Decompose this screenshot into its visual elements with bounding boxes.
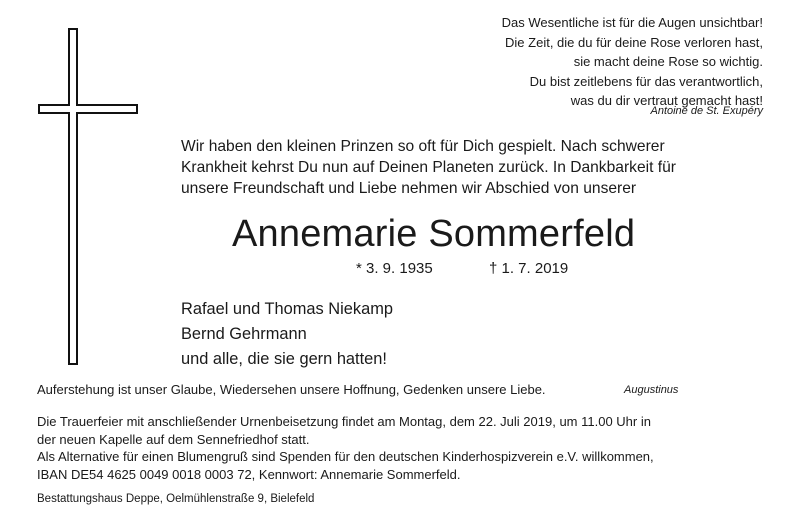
quote-line: Du bist zeitlebens für das verantwortlich,	[529, 73, 763, 89]
birth-date: * 3. 9. 1935	[356, 260, 433, 277]
intro-line: unsere Freundschaft und Liebe nehmen wir Abschied von unserer	[181, 180, 637, 197]
intro-line: Wir haben den kleinen Prinzen so oft für Dich gespielt. Nach schwerer	[181, 138, 665, 155]
details-line: IBAN DE54 4625 0049 0018 0003 72, Kennwort: Annemarie Sommerfeld.	[37, 466, 461, 482]
funeral-details	[37, 413, 777, 483]
details-line: Als Alternative für einen Blumengruß sind Spenden für den deutschen Kinderhospizverein e.V. willkommen,	[37, 449, 654, 464]
details-line: der neuen Kapelle auf dem Sennefriedhof statt.	[37, 431, 310, 447]
intro-line: Krankheit kehrst Du nun auf Deinen Planeten zurück. In Dankbarkeit für	[181, 159, 676, 176]
funeral-home: Bestattungshaus Deppe, Oelmühlenstraße 9, Bielefeld	[37, 493, 315, 505]
poem-quote	[343, 13, 763, 111]
mourners-list	[181, 297, 393, 372]
details-line: Die Trauerfeier mit anschließender Urnenbeisetzung findet am Montag, dem 22. Juli 2019, um 11.00 Uhr in	[37, 414, 651, 429]
deceased-name: Annemarie Sommerfeld	[232, 213, 636, 255]
quote-line: Das Wesentliche ist für die Augen unsichtbar!	[501, 15, 763, 30]
intro-text	[181, 136, 761, 199]
quote-line: Die Zeit, die du für deine Rose verloren hast,	[505, 34, 763, 50]
saying-author: Augustinus	[624, 384, 679, 396]
saying-text: Auferstehung ist unser Glaube, Wiedersehen unsere Hoffnung, Gedenken unsere Liebe.	[37, 382, 546, 397]
death-date: † 1. 7. 2019	[489, 260, 569, 277]
quote-line: was du dir vertraut gemacht hast!	[570, 93, 763, 108]
quote-author: Antoine de St. Exupéry	[650, 105, 763, 117]
mourner-line: Rafael und Thomas Niekamp	[181, 300, 393, 318]
mourner-line: und alle, die sie gern hatten!	[181, 350, 387, 368]
quote-line: sie macht deine Rose so wichtig.	[573, 54, 763, 69]
mourner-line: Bernd Gehrmann	[181, 325, 307, 343]
